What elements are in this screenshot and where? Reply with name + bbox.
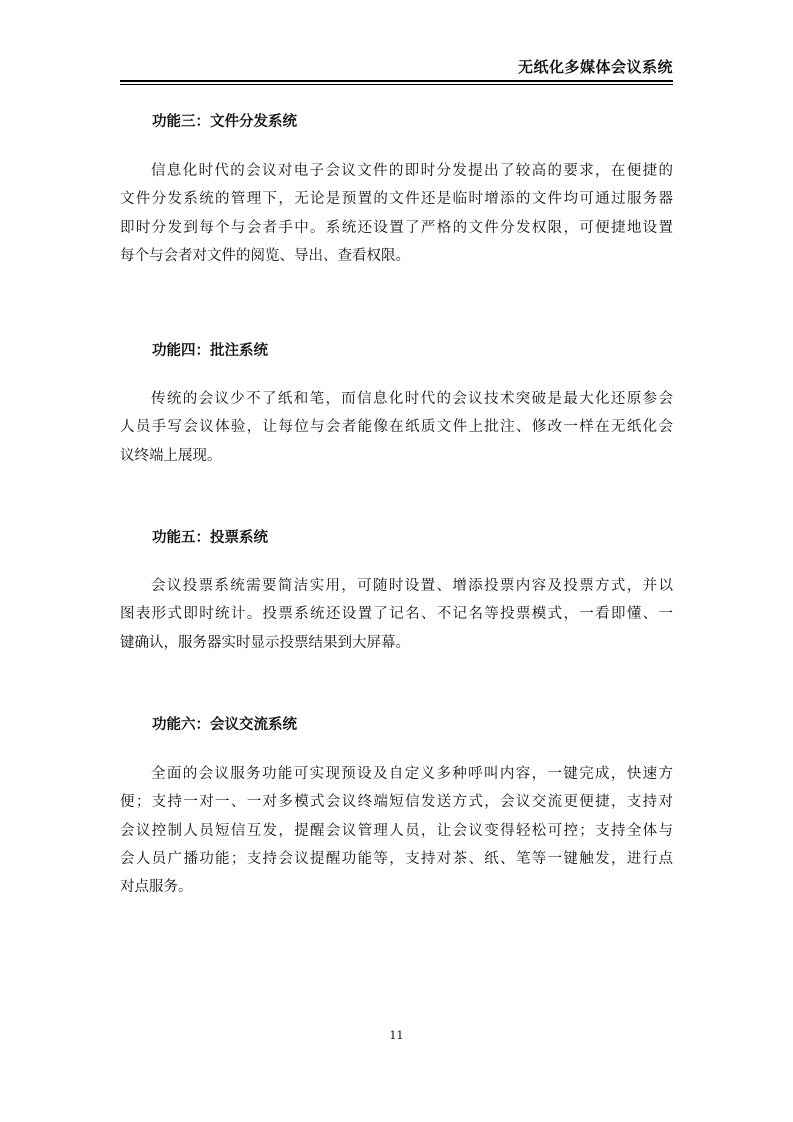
section-heading-file-distribution: 功能三：文件分发系统	[152, 114, 297, 130]
section-body-voting	[120, 572, 673, 657]
paragraph-line: 议终端上展现。	[120, 447, 222, 464]
paragraph-line: 会议投票系统需要简洁实用，可随时设置、增添投票内容及投票方式，并以	[151, 578, 673, 594]
header-rule-thick	[120, 80, 673, 82]
paragraph-line: 对点服务。	[120, 879, 193, 896]
page-number: 11	[389, 1029, 404, 1042]
paragraph-line: 传统的会议少不了纸和笔，而信息化时代的会议技术突破是最大化还原参会	[151, 391, 673, 407]
section-heading-annotation: 功能四：批注系统	[152, 343, 268, 359]
section-body-communication	[120, 760, 673, 901]
section-heading-communication: 功能六：会议交流系统	[152, 717, 297, 733]
section-heading-voting: 功能五：投票系统	[152, 530, 268, 546]
section-body-file-distribution	[120, 157, 673, 270]
paragraph-line: 信息化时代的会议对电子会议文件的即时分发提出了较高的要求，在便捷的	[151, 163, 673, 179]
paragraph-line: 即时分发到每个与会者手中。系统还设置了严格的文件分发权限，可便捷地设置	[120, 219, 673, 236]
section-body-annotation	[120, 385, 673, 470]
paragraph-line: 图表形式即时统计。投票系统还设置了记名、不记名等投票模式，一看即懂、一	[120, 606, 673, 623]
paragraph-line: 全面的会议服务功能可实现预设及自定义多种呼叫内容，一键完成，快速方	[151, 766, 673, 782]
paragraph-line: 会人员广播功能；支持会议提醒功能等，支持对茶、纸、笔等一键触发，进行点	[120, 850, 673, 867]
paragraph-line: 键确认，服务器实时显示投票结果到大屏幕。	[120, 634, 410, 651]
paragraph-line: 文件分发系统的管理下，无论是预置的文件还是临时增添的文件均可通过服务器	[120, 191, 673, 208]
paragraph-line: 会议控制人员短信互发，提醒会议管理人员，让会议变得轻松可控；支持全体与	[120, 822, 673, 839]
page-header-title: 无纸化多媒体会议系统	[517, 58, 673, 76]
paragraph-line: 人员手写会议体验，让每位与会者能像在纸质文件上批注、修改一样在无纸化会	[120, 419, 673, 436]
paragraph-line: 每个与会者对文件的阅览、导出、查看权限。	[120, 247, 410, 264]
header-rule-thin	[120, 84, 673, 85]
paragraph-line: 便；支持一对一、一对多模式会议终端短信发送方式，会议交流更便捷，支持对	[120, 794, 673, 811]
